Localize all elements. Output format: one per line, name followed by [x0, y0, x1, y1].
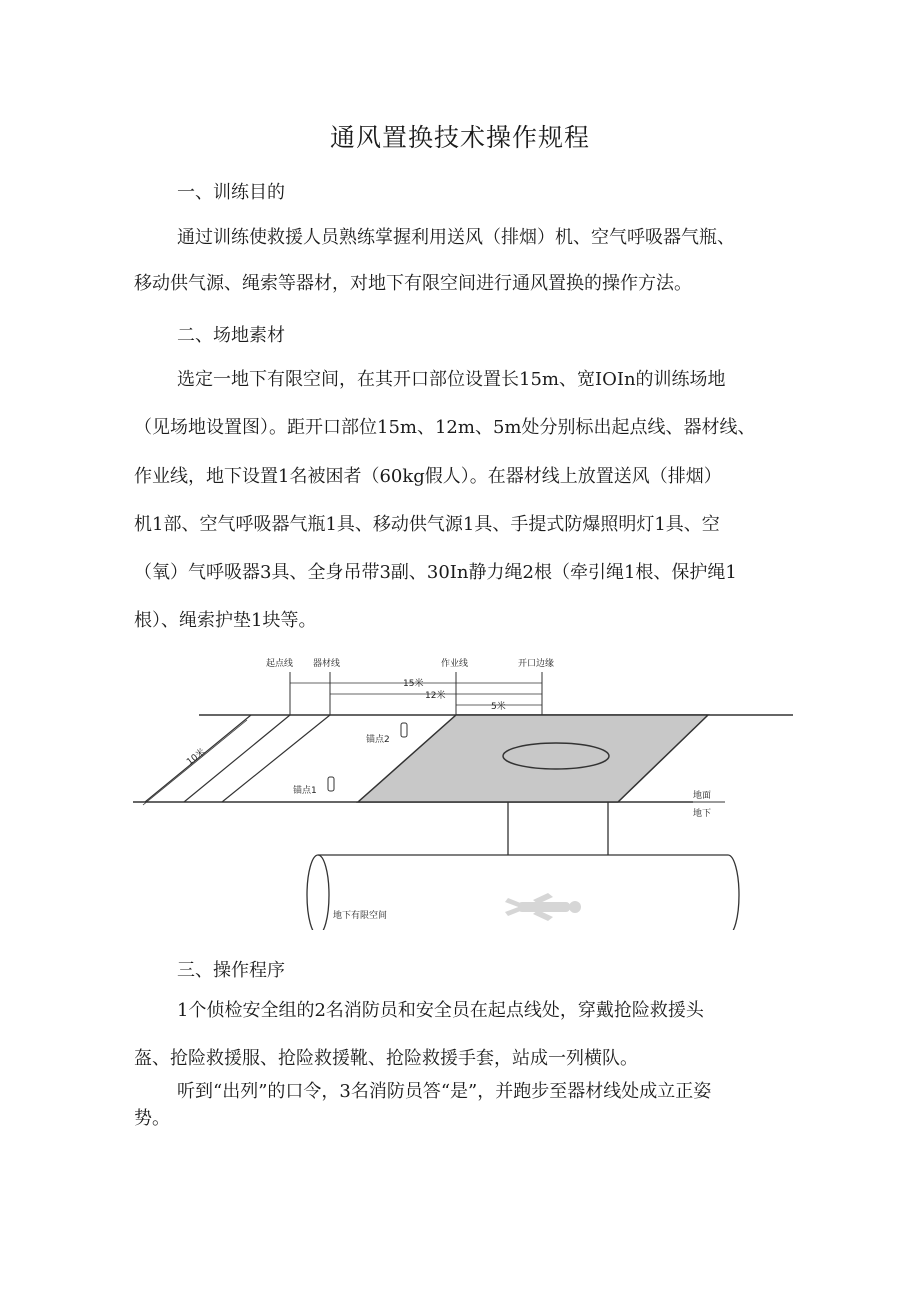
tunnel-end — [307, 855, 329, 930]
section-heading-procedure: 三、操作程序 — [177, 960, 285, 981]
paragraph-line: 听到“出列”的口令，3名消防员答“是”，并跑步至器材线处成立正姿 — [177, 1081, 712, 1102]
work-line-label: 作业线 — [441, 659, 469, 669]
anchor-1-label: 锚点1 — [293, 786, 317, 796]
paragraph-line: 机1部、空气呼吸器气瓶1具、移动供气源1具、手提式防爆照明灯1具、空 — [134, 514, 720, 535]
paragraph-line: 根）、绳索护垫1块等。 — [134, 610, 317, 631]
anchor-2-icon — [401, 723, 407, 737]
equipment-line-label: 器材线 — [313, 659, 341, 669]
opening-area — [358, 715, 708, 802]
underground-label: 地下 — [693, 809, 712, 819]
opening-edge-label: 开口边缘 — [518, 659, 555, 669]
page-title: 通风置换技术操作规程 — [329, 123, 590, 152]
section-heading-purpose: 一、训练目的 — [177, 182, 285, 203]
ground-label: 地面 — [693, 791, 712, 801]
paragraph-line: （见场地设置图）。距开口部位15m、12m、5m处分别标出起点线、器材线、 — [134, 417, 756, 438]
dim-10-label: 10米 — [185, 747, 208, 768]
confined-space-label: 地下有限空间 — [333, 911, 388, 921]
start-line-label: 起点线 — [266, 659, 294, 669]
paragraph-line: 通过训练使救援人员熟练掌握利用送风（排烟）机、空气呼吸器气瓶、 — [177, 227, 735, 248]
site-layout-diagram — [133, 650, 793, 930]
paragraph-line: 盔、抢险救援服、抢险救援靴、抢险救援手套，站成一列横队。 — [134, 1048, 638, 1069]
anchor-1-icon — [328, 777, 334, 791]
dim-15-label: 15米 — [403, 679, 424, 689]
dim-12-label: 12米 — [425, 691, 446, 701]
paragraph-line: 1个侦检安全组的2名消防员和安全员在起点线处，穿戴抢险救援头 — [177, 1000, 704, 1021]
anchor-2-label: 锚点2 — [366, 735, 390, 745]
paragraph-line: （氧）气呼吸器3具、全身吊带3副、30In静力绳2根（牵引绳1根、保护绳1 — [134, 562, 737, 583]
paragraph-line: 势。 — [134, 1108, 170, 1129]
section-heading-site: 二、场地素材 — [177, 325, 285, 346]
dim-5-label: 5米 — [491, 702, 506, 712]
paragraph-line: 选定一地下有限空间，在其开口部位设置长15m、宽IOIn的训练场地 — [177, 369, 726, 390]
paragraph-line: 移动供气源、绳索等器材，对地下有限空间进行通风置换的操作方法。 — [134, 273, 692, 294]
victim-silhouette — [505, 893, 581, 921]
paragraph-line: 作业线，地下设置1名被困者（60kg假人）。在器材线上放置送风（排烟） — [134, 466, 722, 487]
